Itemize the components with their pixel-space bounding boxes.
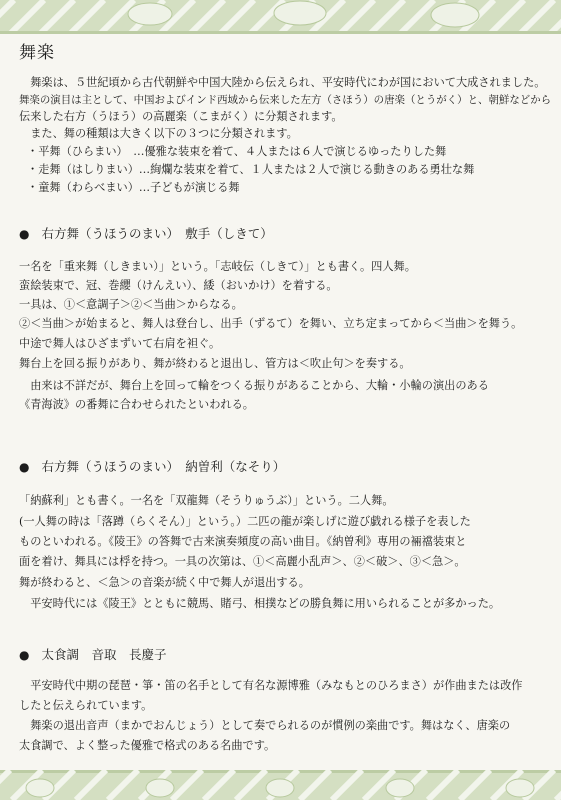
bullet-icon: ● [19,227,30,241]
bullet-icon: ● [19,648,30,662]
section-line: 面を着け、舞具には桴を持つ。一具の次第は、①＜高麗小乱声＞、②＜破＞、③＜急＞。 [19,555,466,568]
section-line: したと伝えられています。 [19,699,153,712]
section-line: 平安時代には《陵王》とともに競馬、賭弓、相撲などの勝負舞に用いられることが多かった。 [19,597,501,610]
intro-line: ・走舞（はしりまい）…絢爛な装束を着て、１人または２人で演じる動きのある勇壮な舞 [27,163,475,176]
section-line: 平安時代中期の琵琶・箏・笛の名手として有名な源博雅（みなもとのひろまさ）が作曲または改作 [19,679,523,692]
section-line: 一具は、①＜意調子＞②＜当曲＞からなる。 [19,298,243,311]
section-heading [19,647,167,663]
section-line: 舞が終わると、＜急＞の音楽が続く中で舞人が退出する。 [19,576,310,589]
section-line: ②＜当曲＞が始まると、舞人は登台し、出手（ずるて）を舞い、立ち定まってから＜当曲＞を舞う。 [19,317,523,330]
section-line: ものといわれる。《陵王》の答舞で古来演奏頻度の高い曲目。《納曽利》専用の裲襠装束と [19,535,467,548]
section-line: 舞台上を回る振りがあり、舞が終わると退出し、管方は＜吹止句＞を奏する。 [19,357,411,370]
section-heading [19,459,285,475]
page-title: 舞楽 [19,43,55,63]
section-heading [19,226,273,242]
section-line: 「納蘇利」とも書く。一名を「双龍舞（そうりゅうぶ）」という。二人舞。 [19,494,394,507]
intro-line: ・平舞（ひらまい） …優雅な装束を着て、４人または６人で演じるゆったりした舞 [27,145,447,158]
section-line: 太食調で、よく整った優雅で格式のある名曲です。 [19,739,276,752]
section-line: 中途で舞人はひざまずいて右肩を袒ぐ。 [19,337,221,350]
intro-line: また、舞の種類は大きく以下の３つに分類されます。 [19,127,298,140]
section-line: 由来は不詳だが、舞台上を回って輪をつくる振りがあることから、大輪・小輪の演出のある [19,379,489,392]
intro-line: 舞楽は、５世紀頃から古代朝鮮や中国大陸から伝えられ、平安時代にわが国において大成されました。 [19,76,546,89]
section-line: 《青海波》の番舞に合わせられたといわれる。 [19,398,254,411]
section-line: 舞楽の退出音声（まかでおんじょう）として奏でられるのが慣例の楽曲です。舞はなく、唐楽の [19,719,511,732]
section-line: 一名を「重来舞（しきまい）」という。「志岐伝（しきて）」とも書く。四人舞。 [19,260,416,273]
bullet-icon: ● [19,460,30,474]
intro-line: 伝来した右方（うほう）の高麗楽（こまがく）に分類されます。 [19,110,343,123]
section-heading-text: 右方舞（うほうのまい） 納曽利（なそり） [41,459,286,474]
section-line: 蛮絵装束で、冠、巻纓（けんえい）、緌（おいかけ）を着する。 [19,279,338,292]
section-line: (一人舞の時は「落蹲（らくそん）」という。）二匹の龍が楽しげに遊び戯れる様子を表した [19,515,471,528]
intro-line: 舞楽の演目は主として、中国およびインド西域から伝来した左方（さほう）の唐楽（とうがく）と、朝鮮などから [19,94,552,106]
section-heading-text: 右方舞（うほうのまい） 敷手（しきて） [41,226,273,241]
intro-line: ・童舞（わらべまい）…子どもが演じる舞 [27,181,240,194]
section-heading-text: 太食調 音取 長慶子 [41,647,167,662]
